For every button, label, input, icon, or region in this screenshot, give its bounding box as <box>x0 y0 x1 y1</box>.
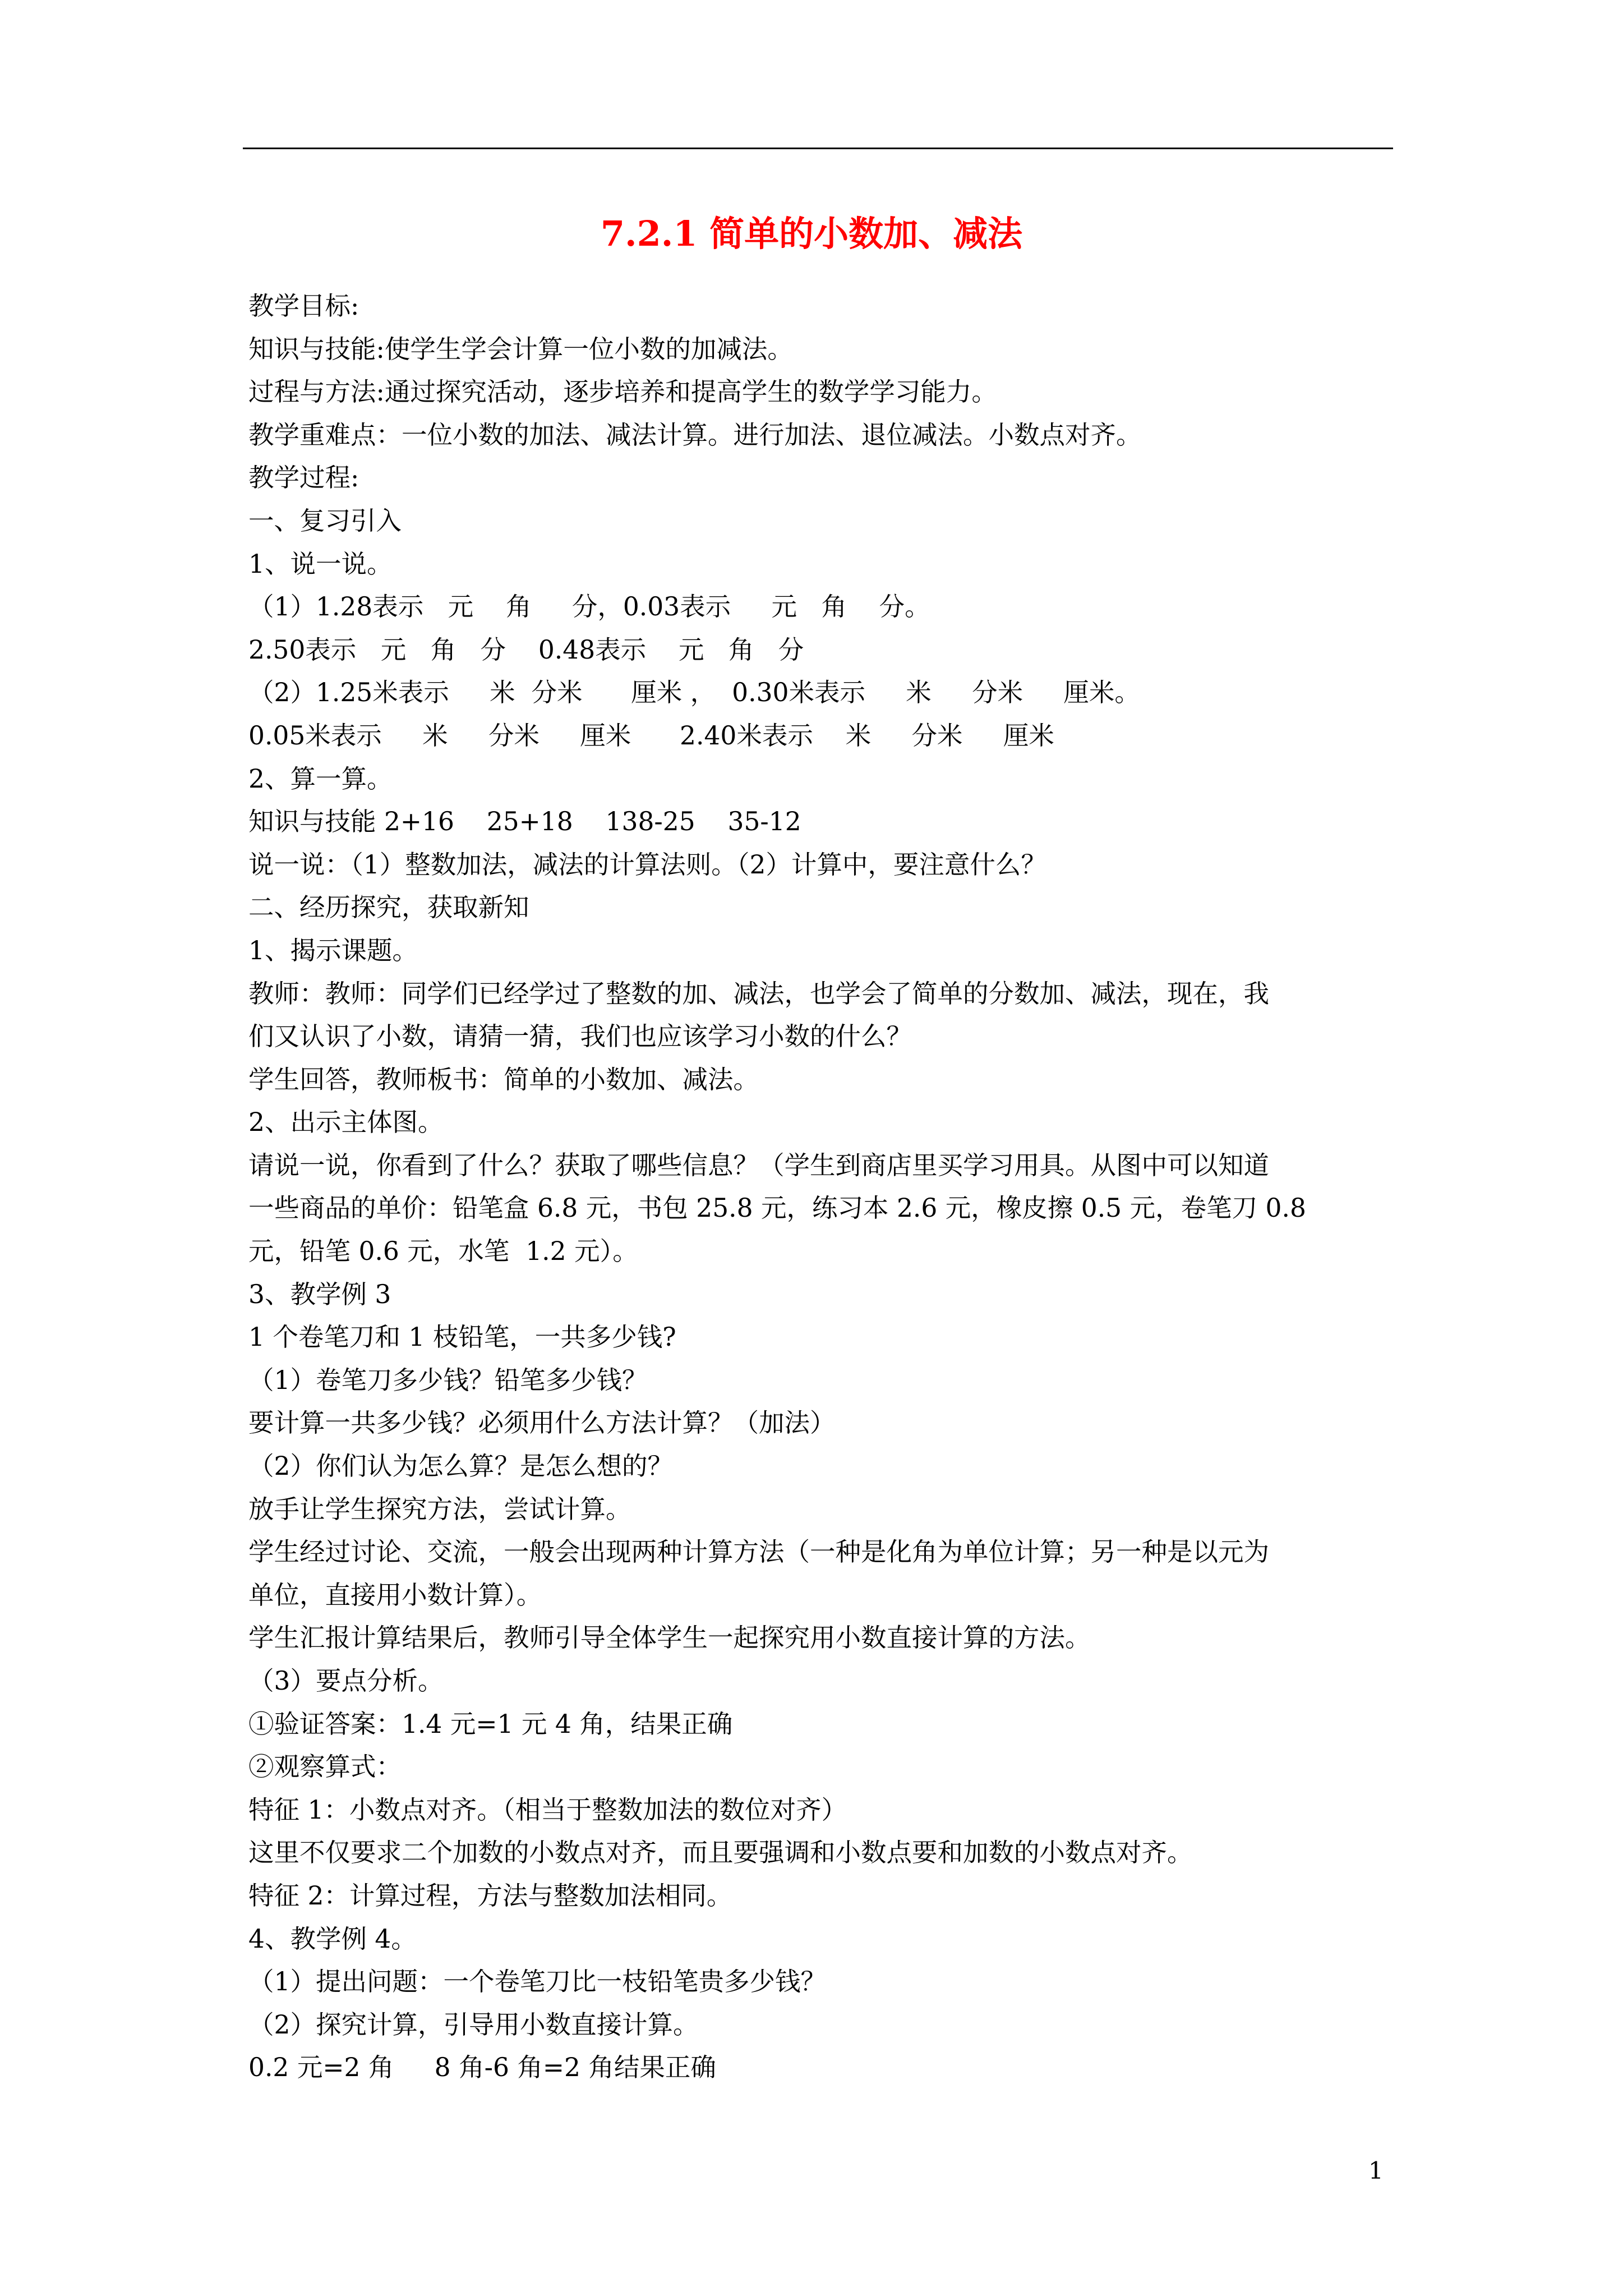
text-line: 1、揭示课题。 <box>248 935 418 965</box>
text-line: 知识与技能:使学生学会计算一位小数的加减法。 <box>248 334 793 364</box>
text-line: （2）1.25米表示 米 分米 厘米 ， 0.30米表示 米 分米 厘米。 <box>248 678 1140 708</box>
text-line: 特征 2：计算过程，方法与整数加法相同。 <box>248 1880 732 1911</box>
text-line: 教学过程: <box>248 463 359 493</box>
text-line: 教学重难点：一位小数的加法、减法计算。进行加法、退位减法。小数点对齐。 <box>248 420 1142 450</box>
text-line: 0.2 元=2 角 8 角-6 角=2 角结果正确 <box>248 2053 716 2083</box>
text-line: 教学目标: <box>248 291 359 321</box>
text-line: 0.05米表示 米 分米 厘米 2.40米表示 米 分米 厘米 <box>248 720 1054 751</box>
page-number: 1 <box>1368 2157 1384 2184</box>
text-line: 1 个卷笔刀和 1 枝铅笔，一共多少钱? <box>248 1322 676 1352</box>
text-line: 放手让学生探究方法，尝试计算。 <box>248 1494 631 1524</box>
text-line: 二、经历探究，获取新知 <box>248 892 529 923</box>
text-line: 2.50表示 元 角 分 0.48表示 元 角 分 <box>248 634 804 665</box>
document-body <box>248 285 1415 2090</box>
text-line: 一些商品的单价：铅笔盒 6.8 元，书包 25.8 元，练习本 2.6 元，橡皮擦 0.5 元，卷笔刀 0.8 <box>248 1193 1306 1223</box>
text-line: 特征 1：小数点对齐。（相当于整数加法的数位对齐） <box>248 1795 847 1825</box>
text-line: 教师：教师：同学们已经学过了整数的加、减法，也学会了简单的分数加、减法，现在，我 <box>248 978 1270 1009</box>
text-line: 单位，直接用小数计算）。 <box>248 1580 542 1610</box>
text-line: 2、出示主体图。 <box>248 1107 444 1138</box>
text-line: （1）提出问题：一个卷笔刀比一枝铅笔贵多少钱？ <box>248 1967 826 1997</box>
text-line: 请说一说，你看到了什么？获取了哪些信息？（学生到商店里买学习用具。从图中可以知道 <box>248 1150 1270 1180</box>
text-line: 1、说一说。 <box>248 549 393 579</box>
text-line: 学生回答，教师板书：简单的小数加、减法。 <box>248 1064 759 1094</box>
text-line: （2）你们认为怎么算？是怎么想的？ <box>248 1451 673 1481</box>
text-line: （1）卷笔刀多少钱？铅笔多少钱？ <box>248 1365 648 1395</box>
text-line: 学生经过讨论、交流，一般会出现两种计算方法（一种是化角为单位计算；另一种是以元为 <box>248 1537 1270 1567</box>
text-line: 元，铅笔 0.6 元，水笔 1.2 元）。 <box>248 1236 638 1267</box>
text-line: 们又认识了小数，请猜一猜，我们也应该学习小数的什么？ <box>248 1022 912 1052</box>
text-line: 知识与技能 2+16 25+18 138-25 35-12 <box>248 807 801 837</box>
text-line: 要计算一共多少钱？必须用什么方法计算？（加法） <box>248 1408 836 1438</box>
text-line: 4、教学例 4。 <box>248 1924 417 1954</box>
text-line: （3）要点分析。 <box>248 1666 444 1696</box>
header-rule <box>243 148 1393 149</box>
text-line: （2）探究计算，引导用小数直接计算。 <box>248 2009 699 2040</box>
document-title: 7.2.1 简单的小数加、减法 <box>600 213 1023 254</box>
text-line: （1）1.28表示 元 角 分，0.03表示 元 角 分。 <box>248 592 930 622</box>
text-line: 学生汇报计算结果后，教师引导全体学生一起探究用小数直接计算的方法。 <box>248 1623 1091 1653</box>
text-line: 2、算一算。 <box>248 763 393 794</box>
text-line: ①验证答案：1.4 元=1 元 4 角，结果正确 <box>248 1709 733 1739</box>
text-line: ②观察算式： <box>248 1752 402 1782</box>
text-line: 过程与方法:通过探究活动，逐步培养和提高学生的数学学习能力。 <box>248 377 997 407</box>
text-line: 3、教学例 3 <box>248 1279 391 1309</box>
text-line: 说一说：（1）整数加法，减法的计算法则。（2）计算中，要注意什么？ <box>248 849 1046 880</box>
text-line: 这里不仅要求二个加数的小数点对齐，而且要强调和小数点要和加数的小数点对齐。 <box>248 1838 1193 1868</box>
text-line: 一、复习引入 <box>248 505 402 536</box>
